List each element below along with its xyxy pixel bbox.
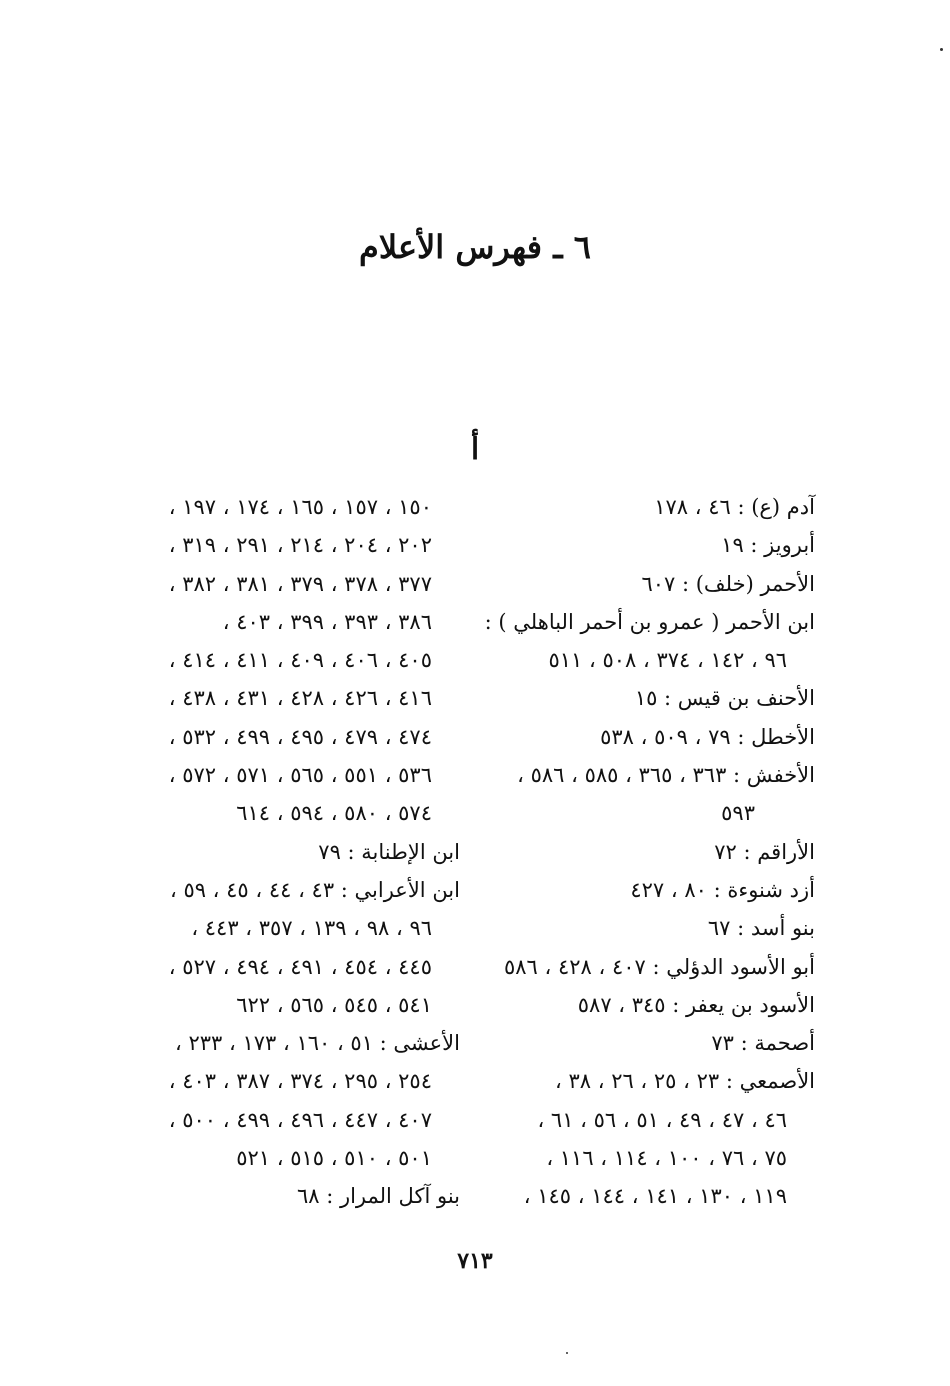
index-entry-line: ٤٦ ، ٤٧ ، ٤٩ ، ٥١ ، ٥٦ ، ٦١ ،: [537, 1107, 787, 1132]
index-entry-line: أبرويز : ١٩: [721, 533, 815, 558]
page-number: ٧١٣: [457, 1248, 493, 1274]
index-entry-line: ٥٠١ ، ٥١٠ ، ٥١٥ ، ٥٢١: [236, 1146, 432, 1171]
index-column-left: [125, 488, 460, 1216]
index-entry-line: ٢٠٢ ، ٢٠٤ ، ٢١٤ ، ٢٩١ ، ٣١٩ ،: [168, 533, 432, 558]
index-entry-line: ٣٧٧ ، ٣٧٨ ، ٣٧٩ ، ٣٨١ ، ٣٨٢ ،: [168, 571, 432, 596]
index-entry-line: ٥٧٤ ، ٥٨٠ ، ٥٩٤ ، ٦١٤: [236, 801, 432, 826]
index-entry-line: ابن الأحمر ( عمرو بن أحمر الباهلي ) :: [484, 609, 815, 634]
index-entry-line: ٤١٦ ، ٤٢٦ ، ٤٢٨ ، ٤٣١ ، ٤٣٨ ،: [168, 686, 432, 711]
section-letter: أ: [470, 432, 480, 467]
index-entry-line: ١١٩ ، ١٣٠ ، ١٤١ ، ١٤٤ ، ١٤٥ ،: [523, 1184, 787, 1209]
index-entry-line: ٤٧٤ ، ٤٧٩ ، ٤٩٥ ، ٤٩٩ ، ٥٣٢ ،: [168, 724, 432, 749]
index-entry-line: بنو آكل المرار : ٦٨: [296, 1184, 460, 1209]
index-entry-line: أصحمة : ٧٣: [711, 1031, 815, 1056]
index-entry-line: ٩٦ ، ٩٨ ، ١٣٩ ، ٣٥٧ ، ٤٤٣ ،: [191, 916, 432, 941]
index-entry-line: الأسود بن يعفر : ٣٤٥ ، ٥٨٧: [577, 992, 815, 1017]
page-title: ٦ ـ فهرس الأعلام: [359, 228, 591, 266]
index-entry-line: ٥٤١ ، ٥٤٥ ، ٥٦٥ ، ٦٢٢: [236, 992, 432, 1017]
index-entry-line: الأخفش : ٣٦٣ ، ٣٦٥ ، ٥٨٥ ، ٥٨٦ ،: [517, 763, 815, 788]
index-entry-line: الأحنف بن قيس : ١٥: [634, 686, 815, 711]
index-entry-line: بنو أسد : ٦٧: [707, 916, 815, 941]
index-entry-line: ٩٦ ، ١٤٢ ، ٣٧٤ ، ٥٠٨ ، ٥١١: [548, 648, 787, 673]
index-entry-line: أزد شنوءة : ٨٠ ، ٤٢٧: [630, 877, 815, 902]
index-entry-line: ١٥٠ ، ١٥٧ ، ١٦٥ ، ١٧٤ ، ١٩٧ ،: [168, 495, 432, 519]
index-entry-line: ٥٩٣: [721, 801, 755, 826]
index-entry-line: الأخطل : ٧٩ ، ٥٠٩ ، ٥٣٨: [600, 724, 815, 749]
index-entry-line: ابن الإطنابة : ٧٩: [318, 839, 460, 864]
scan-speck: [940, 48, 943, 51]
index-entry-line: ٤٠٧ ، ٤٤٧ ، ٤٩٦ ، ٤٩٩ ، ٥٠٠ ،: [168, 1107, 432, 1132]
index-entry-line: آدم (ع) : ٤٦ ، ١٧٨: [654, 495, 815, 519]
scan-speck: [566, 1352, 568, 1354]
index-entry-line: ٥٣٦ ، ٥٥١ ، ٥٦٥ ، ٥٧١ ، ٥٧٢ ،: [168, 763, 432, 788]
index-entry-line: ٤٠٥ ، ٤٠٦ ، ٤٠٩ ، ٤١١ ، ٤١٤ ،: [168, 648, 432, 673]
index-entry-line: الأعشى : ٥١ ، ١٦٠ ، ١٧٣ ، ٢٣٣ ،: [175, 1031, 460, 1056]
index-column-right: [475, 488, 815, 1216]
index-entry-line: الأصمعي : ٢٣ ، ٢٥ ، ٢٦ ، ٣٨ ،: [555, 1069, 815, 1094]
index-entry-line: الأحمر (خلف) : ٦٠٧: [641, 571, 815, 596]
index-entry-line: ٣٨٦ ، ٣٩٣ ، ٣٩٩ ، ٤٠٣ ،: [222, 609, 432, 634]
index-entry-line: أبو الأسود الدؤلي : ٤٠٧ ، ٤٢٨ ، ٥٨٦: [503, 954, 815, 979]
index-entry-line: ٤٤٥ ، ٤٥٤ ، ٤٩١ ، ٤٩٤ ، ٥٢٧ ،: [168, 954, 432, 979]
index-entry-line: الأراقم : ٧٢: [714, 839, 815, 864]
index-entry-line: ٢٥٤ ، ٢٩٥ ، ٣٧٤ ، ٣٨٧ ، ٤٠٣ ،: [168, 1069, 432, 1094]
index-entry-line: ابن الأعرابي : ٤٣ ، ٤٤ ، ٤٥ ، ٥٩ ،: [169, 877, 460, 902]
index-entry-line: ٧٥ ، ٧٦ ، ١٠٠ ، ١١٤ ، ١١٦ ،: [546, 1146, 787, 1171]
